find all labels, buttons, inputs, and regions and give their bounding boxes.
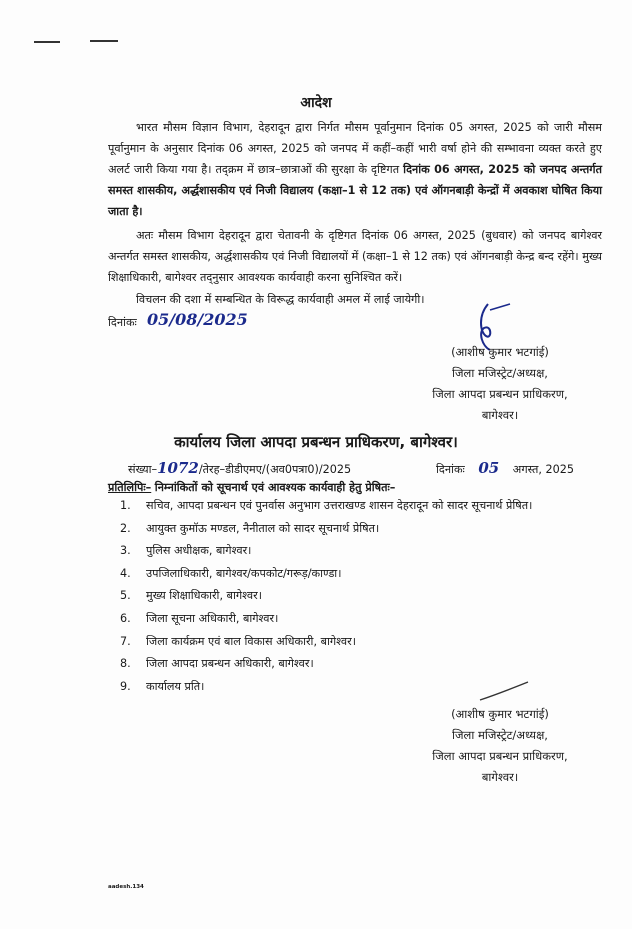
order-date-handwritten: 05/08/2025 <box>147 310 248 329</box>
reference-date-rest: अगस्त, 2025 <box>512 463 574 476</box>
order-paragraph-1 <box>108 117 602 222</box>
signatory-title-2: जिला आपदा प्रबन्धन प्राधिकरण, <box>432 387 568 401</box>
punch-mark-left <box>34 41 60 43</box>
reference-rest: /तेरह–डीडीएमए/(अव0पत्रा0)/2025 <box>198 463 352 476</box>
order-paragraph-3: विचलन की दशा में सम्बन्धित के विरूद्ध कार्यवाही अमल में लाई जायेगी। <box>136 293 425 306</box>
signatory-name: (आशीष कुमार भटगांई) <box>451 345 549 359</box>
signatory-place: बागेश्वर। <box>481 408 519 422</box>
reference-number: 1072 <box>157 459 199 477</box>
recipient-item: 8. जिला आपदा प्रबन्धन अधिकारी, बागेश्वर। <box>120 657 314 671</box>
signatory-title-1: जिला मजिस्ट्रेट/अध्यक्ष, <box>452 366 548 380</box>
copy-line <box>108 480 395 495</box>
order-paragraph-1-bold: दिनांक 06 अगस्त, 2025 को जनपद अन्तर्गत समस्त शासकीय, अर्द्धशासकीय एवं निजी विद्यालय (कक्षा–1 से 12 तक) एवं ऑगनबाड़ी केन्द्रों में अवकाश घोषित किया जाता है। <box>108 163 602 218</box>
signature-2 <box>478 678 534 704</box>
recipient-item: 4. उपजिलाधिकारी, बागेश्वर/कपकोट/गरूड़/काण्डा। <box>120 566 342 580</box>
order-title: आदेश <box>300 95 332 111</box>
recipient-list <box>120 498 532 701</box>
signatory-2-title-1: जिला मजिस्ट्रेट/अध्यक्ष, <box>452 728 548 742</box>
reference-date <box>436 459 574 477</box>
order-paragraph-2-text: अतः मौसम विभाग देहरादून द्वारा चेतावनी के दृष्टिगत दिनांक 06 अगस्त, 2025 (बुधवार) को जनपद बागेश्वर अन्तर्गत समस्त शासकीय, अर्द्धशासकीय एवं निजी विद्यालयों में (कक्षा–1 से 12 तक) एवं ऑगनबाड़ी केन्द्र बन्द रहेंगे। मुख्य शिक्षाधिकारी, बागेश्वर तद्नुसार आवश्यक कार्यवाही करना सुनिश्चित करें। <box>108 229 602 284</box>
recipient-item: 1. सचिव, आपदा प्रबन्धन एवं पुनर्वास अनुभाग उत्तराखण्ड शासन देहरादून को सादर सूचनार्थ प्रेषित। <box>120 499 533 512</box>
signature-2-block <box>400 704 600 788</box>
recipient-item: 9. कार्यालय प्रति। <box>120 679 205 693</box>
recipient-item: 3. पुलिस अधीक्षक, बागेश्वर। <box>120 544 252 558</box>
office-heading: कार्यालय जिला आपदा प्रबन्धन प्राधिकरण, बागेश्वर। <box>174 433 458 451</box>
copy-intro: निम्नांकितों को सूचनार्थ एवं आवश्यक कार्यवाही हेतु प्रेषितः– <box>154 481 396 494</box>
signatory-2-title-2: जिला आपदा प्रबन्धन प्राधिकरण, <box>432 749 568 763</box>
copy-label: प्रतिलिपिः– <box>108 481 152 494</box>
recipient-item: 5. मुख्य शिक्षाधिकारी, बागेश्वर। <box>120 589 262 603</box>
signature-1-block <box>400 342 600 426</box>
reference-date-label: दिनांकः <box>436 463 465 476</box>
order-date-label: दिनांकः <box>108 316 137 329</box>
recipient-item: 6. जिला सूचना अधिकारी, बागेश्वर। <box>120 611 279 625</box>
signatory-2-name: (आशीष कुमार भटगांई) <box>451 707 549 721</box>
punch-mark-right <box>90 40 118 42</box>
footer-file-reference: aadesh.134 <box>108 884 144 890</box>
recipient-item: 2. आयुक्त कुमॉऊ मण्डल, नैनीताल को सादर सूचनार्थ प्रेषित। <box>120 521 380 535</box>
order-paragraph-1-text: भारत मौसम विज्ञान विभाग, देहरादून द्वारा निर्गत मौसम पूर्वानुमान दिनांक 05 अगस्त, 2025 को जारी मौसम पूर्वानुमान के अनुसार दिनांक 06 अगस्त, 2025 को जनपद में कहीं–कहीं भारी वर्षा होने की सम्भावना व्यक्त करते हुए अलर्ट जारी किया गया है। तद्क्रम में छात्र–छात्राओं की सुरक्षा के दृष्टिगत <box>108 121 602 176</box>
recipient-item: 7. जिला कार्यक्रम एवं बाल विकास अधिकारी, बागेश्वर। <box>120 634 356 648</box>
order-paragraph-2 <box>108 225 602 288</box>
reference-line <box>128 459 351 477</box>
reference-date-day: 05 <box>478 459 500 477</box>
reference-label: संख्या– <box>128 463 158 476</box>
signatory-2-place: बागेश्वर। <box>481 770 519 784</box>
